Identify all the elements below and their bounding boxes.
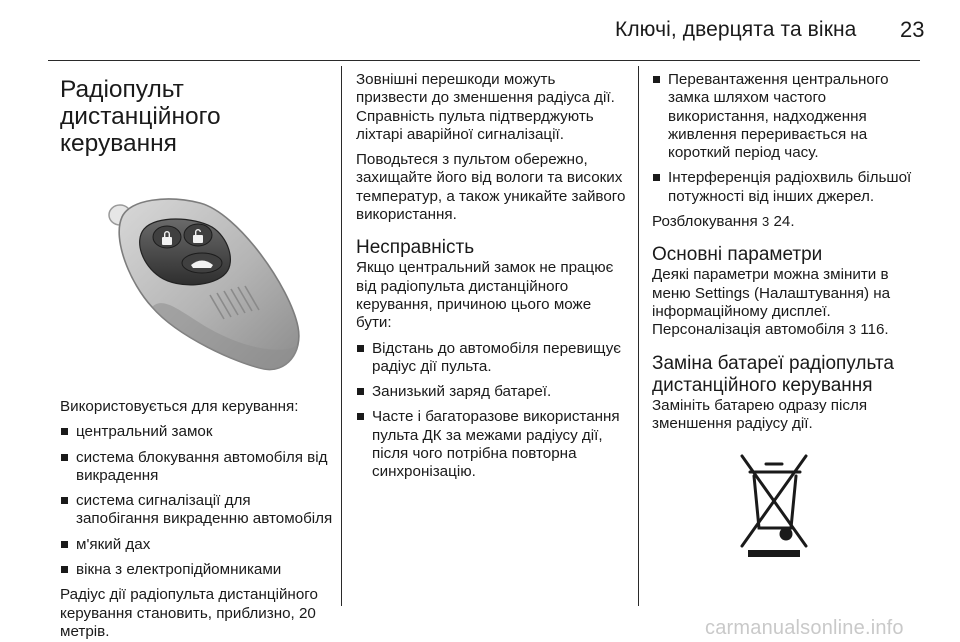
column-2 <box>356 71 628 482</box>
column-divider-1 <box>341 66 342 606</box>
battery-heading <box>652 353 924 397</box>
column-1 <box>60 70 336 641</box>
list-item: м'який дах <box>60 536 336 554</box>
recycling-symbol <box>736 450 812 558</box>
unlock-reference <box>652 213 924 231</box>
unlock-reference-page[interactable]: 24. <box>773 213 795 231</box>
fault-heading: Несправність <box>356 237 475 259</box>
battery-paragraph: Замініть батарею одразу після зменшення радіусу дії. <box>652 396 868 432</box>
key-fob-icon <box>60 177 322 387</box>
section-heading-line-2: дистанційного керування <box>60 103 221 157</box>
battery-heading-line-1: Заміна батареї радіопульта <box>652 352 894 374</box>
unlock-reference-label: Розблокування <box>652 213 758 231</box>
list-item: Відстань до автомобіля перевищує радіус дії пульта. <box>356 340 628 377</box>
page-number: 23 <box>900 17 925 42</box>
cross-reference-arrow-icon: 3 <box>762 214 770 230</box>
section-heading <box>60 76 336 157</box>
list-item: Перевантаження центрального замка шляхом частого використання, надходження живлення переривається на короткий період часу. <box>652 71 924 162</box>
list-item: система блокування автомобіля від викрадення <box>60 449 336 486</box>
fault-list <box>356 340 628 482</box>
cross-reference-arrow-icon: 3 <box>848 322 856 338</box>
usage-list <box>60 423 336 579</box>
list-item: Часте і багаторазове використання пульта ДК за межами радіусу дії, після чого потрібна повторна синхронізацію. <box>356 408 628 481</box>
fault-paragraph: Якщо центральний замок не працює від радіопульта дистанційного керування, причиною цього може бути: <box>356 259 614 332</box>
column-divider-2 <box>638 66 639 606</box>
range-paragraph: Радіус дії радіопульта дистанційного керування становить, приблизно, 20 метрів. <box>60 586 318 640</box>
care-paragraph: Поводьтеся з пультом обережно, захищайте його від вологи та високих температур, а також уникайте зайвого використання. <box>356 151 626 224</box>
list-item: Інтерференція радіохвиль більшої потужності від інших джерел. <box>652 169 924 206</box>
list-item: система сигналізації для запобігання викраденню автомобіля <box>60 492 336 529</box>
battery-heading-line-2: дистанційного керування <box>652 374 873 396</box>
list-item: вікна з електропідйомниками <box>60 561 336 579</box>
list-item: центральний замок <box>60 423 336 441</box>
settings-text: Деякі параметри можна змінити в меню Settings (Налаштування) на інформаційному дисплеї. Персоналізація автомобіля <box>652 266 891 339</box>
crossed-out-bin-icon <box>736 450 812 558</box>
list-item: Занизький заряд батареї. <box>356 383 628 401</box>
watermark: carmanualsonline.info <box>705 617 904 639</box>
settings-paragraph <box>652 266 924 339</box>
key-fob-illustration <box>60 177 322 387</box>
usage-intro: Використовується для керування: <box>60 398 299 415</box>
section-heading-line-1: Радіопульт <box>60 76 184 103</box>
interference-paragraph: Зовнішні перешкоди можуть призвести до зменшення радіуса дії. Справність пульта підтверджують ліхтарі аварійної сигналізації. <box>356 71 615 143</box>
settings-heading: Основні параметри <box>652 244 823 266</box>
header-divider <box>48 60 920 61</box>
column-3 <box>652 71 924 558</box>
fault-list-continued <box>652 71 924 206</box>
settings-reference-page[interactable]: 116. <box>860 321 889 339</box>
chapter-title: Ключі, дверцята та вікна <box>615 18 857 41</box>
